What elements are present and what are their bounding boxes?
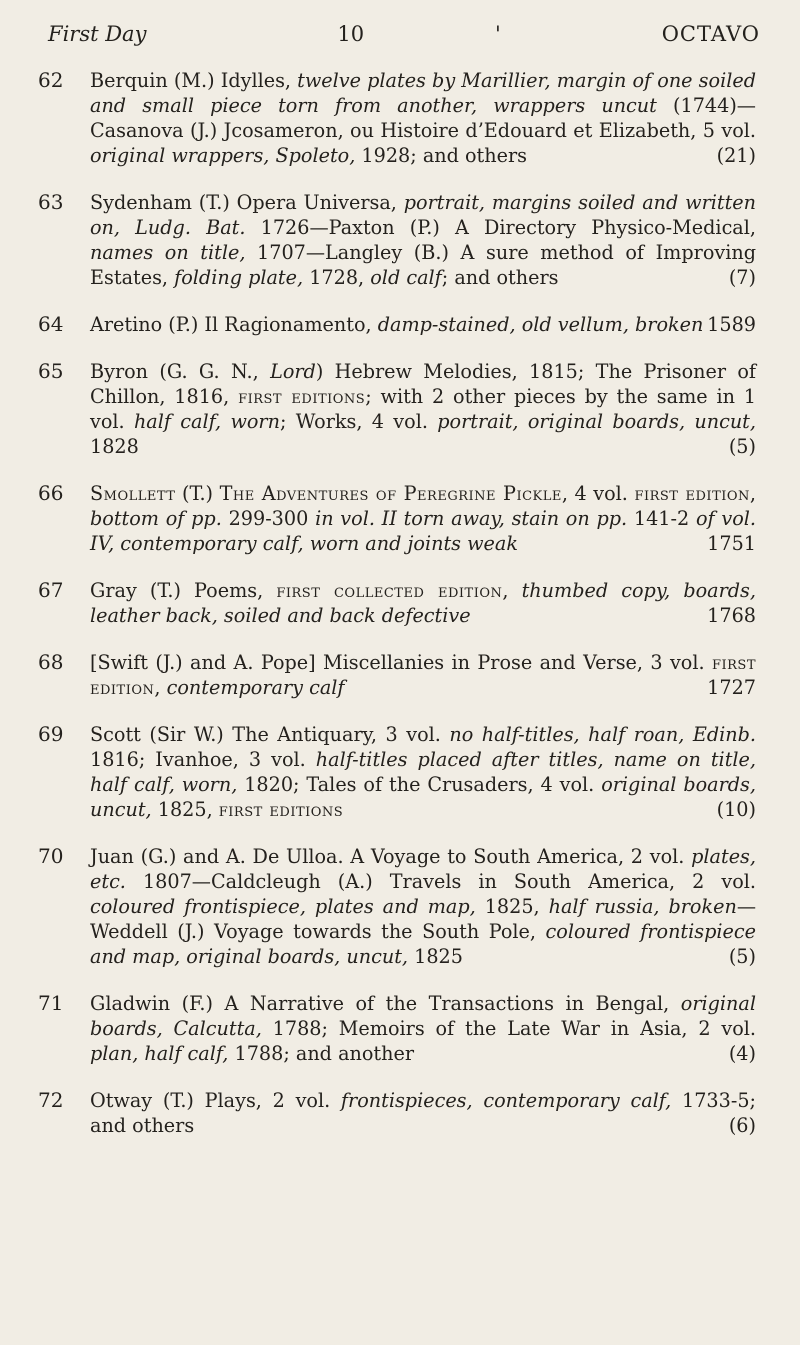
lot-number: 64	[38, 312, 64, 336]
description-segment: Smollett	[90, 482, 176, 505]
description-segment: 1726—Paxton (P.) A Directory Physico-Medical,	[245, 216, 756, 239]
description-segment: The Adventures of Peregrine Pickle	[219, 482, 562, 505]
description-segment: folding plate,	[174, 266, 304, 289]
description-segment: portrait, original boards, uncut,	[437, 410, 756, 433]
description-segment: ; with 2 other pieces by the same in 1 vol.	[90, 385, 756, 433]
description-segment: 1828	[90, 435, 139, 458]
header-day: First Day	[48, 22, 147, 46]
description-segment: 1816; Ivanhoe, 3 vol.	[90, 748, 316, 771]
description-segment: (1744)—Casanova (J.) Jcosameron, ou Histoire d’Edouard et Elizabeth, 5 vol.	[90, 94, 756, 142]
description-segment: half-titles placed after titles, name on title, half calf, worn,	[90, 748, 756, 796]
description-segment: damp-stained, old vellum, broken	[377, 313, 704, 336]
header-format: OCTAVO	[661, 22, 760, 46]
lot-date-or-count: (21)	[716, 144, 756, 167]
description-segment: names on title,	[90, 241, 246, 264]
lot-description	[90, 844, 760, 969]
description-segment: Scott (Sir W.) The Antiquary, 3 vol.	[90, 723, 450, 746]
lot-date-or-count: 1751	[707, 532, 756, 555]
description-segment: Aretino (P.) Il Ragionamento,	[90, 313, 378, 336]
description-segment: half calf, worn	[133, 410, 280, 433]
lot-description	[90, 481, 760, 556]
description-segment: , 4 vol.	[561, 482, 635, 505]
lot-number: 72	[38, 1088, 64, 1112]
lot-entry	[38, 650, 760, 700]
description-segment: [Swift (J.) and A. Pope] Miscellanies in Prose and Verse, 3 vol.	[90, 651, 712, 674]
description-segment: half russia, broken	[548, 895, 737, 918]
description-segment: coloured frontispiece, plates and map,	[90, 895, 476, 918]
lot-date-or-count: (5)	[728, 435, 756, 458]
description-segment: (T.)	[175, 482, 220, 505]
description-segment: original wrappers, Spoleto,	[90, 144, 356, 167]
description-segment: Gladwin (F.) A Narrative of the Transactions in Bengal,	[90, 992, 681, 1015]
description-segment: Juan (G.) and A. De Ulloa. A Voyage to South America, 2 vol.	[90, 845, 692, 868]
description-segment: 1928; and others	[355, 144, 527, 167]
lot-entry	[38, 68, 760, 168]
lot-number: 63	[38, 190, 64, 214]
description-segment: first edition	[90, 651, 756, 699]
lot-date-or-count: (6)	[728, 1114, 756, 1137]
description-segment: 1728,	[303, 266, 371, 289]
description-segment: of vol. IV, contemporary calf, worn and joints weak	[90, 507, 756, 555]
lot-date-or-count: 1727	[707, 676, 756, 699]
lot-description	[90, 1088, 760, 1138]
lot-date-or-count: (4)	[728, 1042, 756, 1065]
description-segment: 1733-5; and others	[90, 1089, 756, 1137]
description-segment: 1807—Caldcleugh (A.) Travels in South America, 2 vol.	[125, 870, 756, 893]
lot-entry	[38, 844, 760, 969]
description-segment: first editions	[218, 798, 344, 821]
description-segment: 1825	[408, 945, 463, 968]
description-segment: 141-2	[627, 507, 696, 530]
description-segment: twelve plates by Marillier, margin of one soiled and small piece torn from another, wrappers uncut	[90, 69, 756, 117]
description-segment: portrait, margins soiled and written on, Ludg. Bat.	[90, 191, 757, 239]
description-segment: 1825,	[151, 798, 219, 821]
header-mark: '	[495, 22, 501, 46]
lot-description	[90, 650, 760, 700]
lot-date-or-count: (10)	[716, 798, 756, 821]
description-segment: first edition	[634, 482, 750, 505]
lot-description	[90, 359, 760, 459]
description-segment: plan, half calf,	[90, 1042, 229, 1065]
page-header	[48, 22, 760, 46]
lot-date-or-count: (5)	[728, 945, 756, 968]
description-segment: —Weddell (J.) Voyage towards the South Pole,	[90, 895, 756, 943]
lot-number: 68	[38, 650, 64, 674]
lot-date-or-count: 1589	[707, 313, 756, 336]
description-segment: Sydenham (T.) Opera Universa,	[90, 191, 404, 214]
lot-description	[90, 722, 760, 822]
description-segment: 1788; and another	[228, 1042, 415, 1065]
description-segment: 1820; Tales of the Crusaders, 4 vol.	[237, 773, 602, 796]
description-segment: thumbed copy, boards, leather back, soiled and back defective	[90, 579, 757, 627]
lot-description	[90, 68, 760, 168]
lot-entry	[38, 578, 760, 628]
lot-description	[90, 190, 760, 290]
description-segment: Lord	[270, 360, 316, 383]
lot-entry	[38, 312, 760, 337]
lot-date-or-count: (7)	[728, 266, 756, 289]
description-segment: 299-300	[221, 507, 316, 530]
lot-entry	[38, 359, 760, 459]
description-segment: first editions	[238, 385, 366, 408]
description-segment: bottom of pp.	[90, 507, 222, 530]
description-segment: ; Works, 4 vol.	[279, 410, 438, 433]
lot-description	[90, 578, 760, 628]
description-segment: old calf	[370, 266, 442, 289]
lot-list	[38, 68, 760, 1138]
description-segment: first collected edition	[276, 579, 503, 602]
lot-number: 67	[38, 578, 64, 602]
header-page-number: 10	[337, 22, 365, 46]
description-segment: coloured frontispiece and map, original boards, uncut,	[90, 920, 756, 968]
lot-number: 65	[38, 359, 64, 383]
description-segment: Berquin (M.) Idylles,	[90, 69, 298, 92]
description-segment: Otway (T.) Plays, 2 vol.	[90, 1089, 341, 1112]
description-segment: ,	[749, 482, 757, 505]
description-segment: 1825,	[475, 895, 549, 918]
lot-date-or-count: 1768	[707, 604, 756, 627]
lot-number: 66	[38, 481, 64, 505]
description-segment: 1707—Langley (B.) A sure method of Improving Estates,	[90, 241, 756, 289]
description-segment: 1788; Memoirs of the Late War in Asia, 2 vol.	[261, 1017, 756, 1040]
lot-entry	[38, 991, 760, 1066]
description-segment: frontispieces, contemporary calf,	[340, 1089, 672, 1112]
lot-entry	[38, 722, 760, 822]
lot-number: 70	[38, 844, 64, 868]
description-segment: contemporary calf	[166, 676, 345, 699]
lot-number: 69	[38, 722, 64, 746]
lot-description	[90, 991, 760, 1066]
description-segment: ,	[154, 676, 167, 699]
description-segment: Byron (G. G. N.,	[90, 360, 271, 383]
lot-entry	[38, 1088, 760, 1138]
description-segment: ) Hebrew Melodies, 1815; The Prisoner of Chillon, 1816,	[90, 360, 756, 408]
lot-entry	[38, 190, 760, 290]
lot-number: 62	[38, 68, 64, 92]
description-segment: plates, etc.	[90, 845, 756, 893]
description-segment: original boards, uncut,	[90, 773, 756, 821]
description-segment: in vol. II torn away, stain on pp.	[315, 507, 628, 530]
description-segment: ; and others	[441, 266, 559, 289]
description-segment: ,	[502, 579, 522, 602]
description-segment: no half-titles, half roan, Edinb.	[449, 723, 756, 746]
lot-number: 71	[38, 991, 64, 1015]
lot-description	[90, 312, 760, 337]
description-segment: original boards, Calcutta,	[90, 992, 756, 1040]
lot-entry	[38, 481, 760, 556]
description-segment: Gray (T.) Poems,	[90, 579, 277, 602]
